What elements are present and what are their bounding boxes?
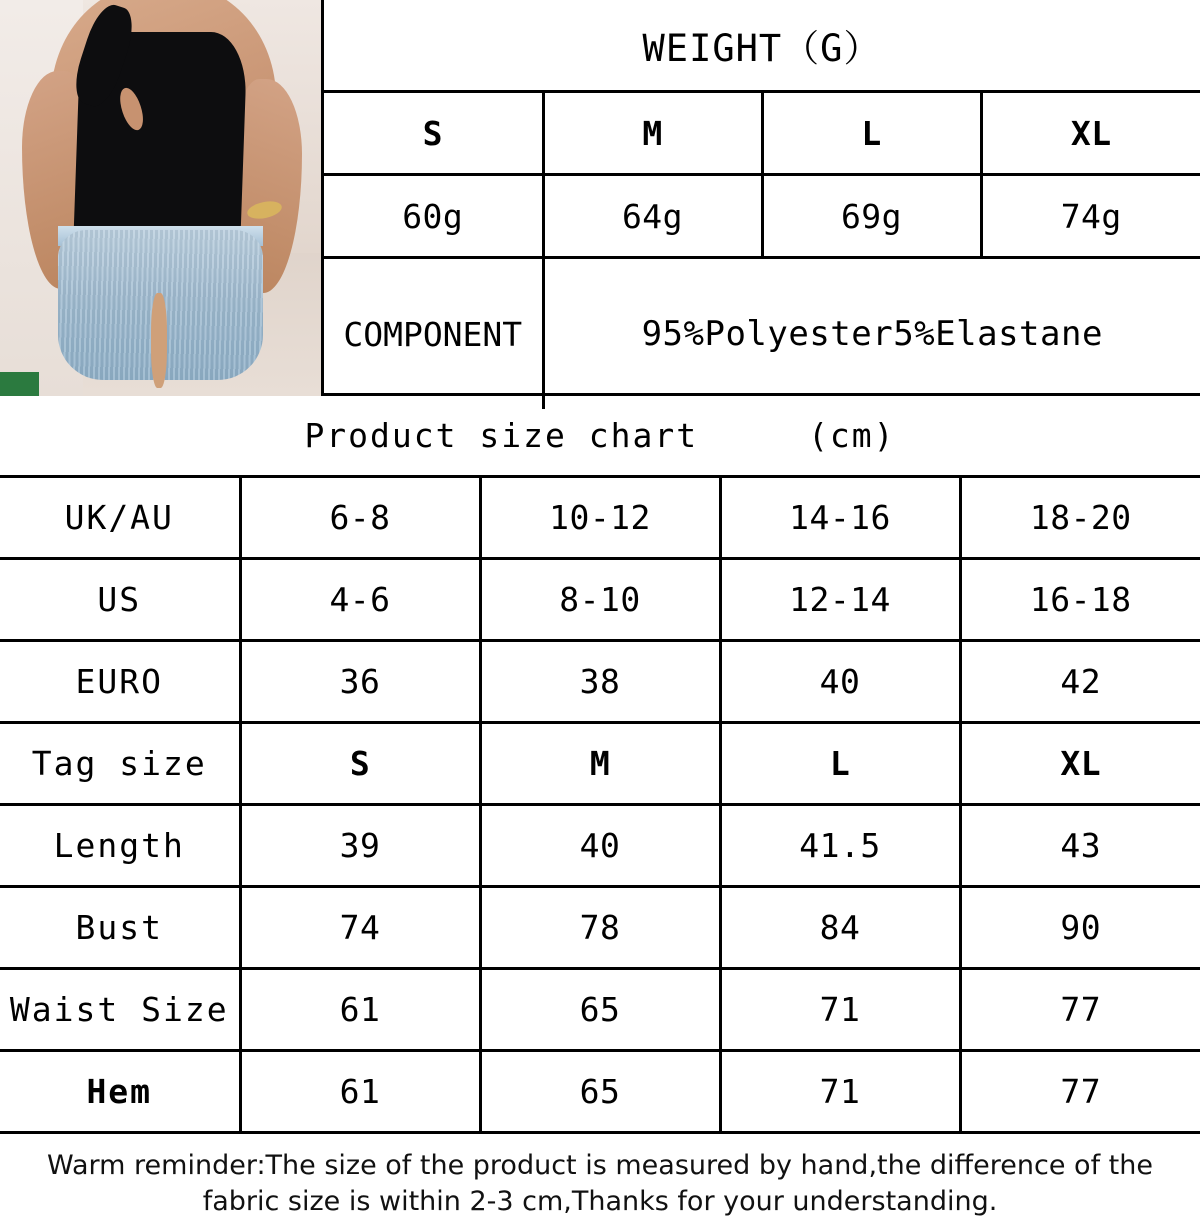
component-value: 95%Polyester5%Elastane [543, 258, 1200, 410]
weight-table [324, 0, 1200, 409]
us-m: 8-10 [480, 559, 720, 641]
table-row [0, 723, 1200, 805]
ukau-xl: 18-20 [960, 477, 1200, 559]
tag-size-m: M [480, 723, 720, 805]
length-m: 40 [480, 805, 720, 887]
row-label-us: US [0, 559, 240, 641]
euro-l: 40 [720, 641, 960, 723]
ukau-m: 10-12 [480, 477, 720, 559]
waist-m: 65 [480, 969, 720, 1051]
waist-l: 71 [720, 969, 960, 1051]
hem-xl: 77 [960, 1051, 1200, 1133]
table-row [0, 641, 1200, 723]
length-xl: 43 [960, 805, 1200, 887]
bust-s: 74 [240, 887, 480, 969]
size-chart-table [0, 396, 1200, 1134]
weight-title: WEIGHT（G） [324, 0, 1200, 92]
bust-xl: 90 [960, 887, 1200, 969]
row-label-hem: Hem [0, 1051, 240, 1133]
row-label-bust: Bust [0, 887, 240, 969]
row-label-waist-size: Waist Size [0, 969, 240, 1051]
ukau-s: 6-8 [240, 477, 480, 559]
weight-title-row [324, 0, 1200, 92]
euro-m: 38 [480, 641, 720, 723]
product-photo [0, 0, 324, 396]
tag-size-xl: XL [960, 723, 1200, 805]
us-l: 12-14 [720, 559, 960, 641]
table-row [0, 969, 1200, 1051]
weight-size-l: L [762, 92, 981, 175]
row-label-tag-size: Tag size [0, 723, 240, 805]
row-label-length: Length [0, 805, 240, 887]
table-row [0, 477, 1200, 559]
ukau-l: 14-16 [720, 477, 960, 559]
euro-s: 36 [240, 641, 480, 723]
table-row [0, 887, 1200, 969]
photo-shorts-center-seam [151, 293, 167, 388]
table-row [0, 805, 1200, 887]
row-label-euro: EURO [0, 641, 240, 723]
warm-reminder-note: Warm reminder:The size of the product is measured by hand,the difference of the fabric size is within 2-3 cm,Thanks for your understanding. [47, 1150, 1153, 1218]
size-chart-unit: (cm) [808, 416, 896, 455]
tag-size-s: S [240, 723, 480, 805]
size-chart-title: Product size chart [304, 416, 699, 455]
table-row [0, 1051, 1200, 1133]
weight-size-m: M [543, 92, 762, 175]
us-s: 4-6 [240, 559, 480, 641]
hem-m: 65 [480, 1051, 720, 1133]
component-label: COMPONENT [343, 314, 523, 354]
euro-xl: 42 [960, 641, 1200, 723]
tag-size-l: L [720, 723, 960, 805]
length-s: 39 [240, 805, 480, 887]
weight-value-row [324, 175, 1200, 258]
top-section [0, 0, 1200, 396]
weight-size-row [324, 92, 1200, 175]
bust-m: 78 [480, 887, 720, 969]
weight-value-xl: 74g [981, 175, 1200, 258]
bust-l: 84 [720, 887, 960, 969]
table-row [0, 559, 1200, 641]
hem-s: 61 [240, 1051, 480, 1133]
photo-corner-marker [0, 372, 39, 396]
weight-size-xl: XL [981, 92, 1200, 175]
row-label-ukau: UK/AU [0, 477, 240, 559]
us-xl: 16-18 [960, 559, 1200, 641]
hem-l: 71 [720, 1051, 960, 1133]
weight-value-s: 60g [324, 175, 543, 258]
weight-value-l: 69g [762, 175, 981, 258]
waist-s: 61 [240, 969, 480, 1051]
component-row [324, 258, 1200, 410]
length-l: 41.5 [720, 805, 960, 887]
waist-xl: 77 [960, 969, 1200, 1051]
weight-value-m: 64g [543, 175, 762, 258]
product-photo-image [0, 0, 321, 396]
weight-size-s: S [324, 92, 543, 175]
